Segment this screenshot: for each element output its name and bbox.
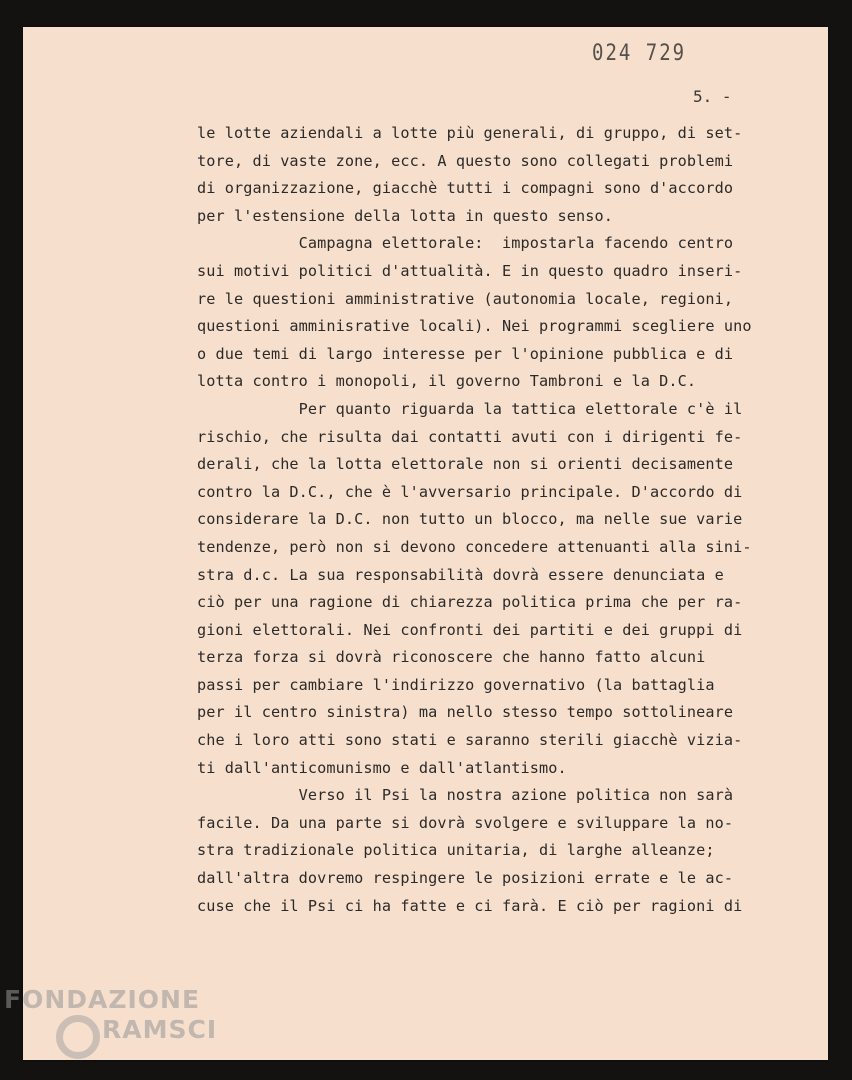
logo-g-icon bbox=[56, 1015, 100, 1059]
logo-text-bottom: RAMSCI bbox=[102, 1015, 218, 1044]
archive-number: 024 729 bbox=[592, 40, 687, 66]
text-line: tore, di vaste zone, ecc. A questo sono collegati problemi bbox=[197, 151, 734, 170]
text-line: considerare la D.C. non tutto un blocco, ma nelle sue varie bbox=[197, 510, 743, 529]
text-line: per l'estensione della lotta in questo senso. bbox=[197, 206, 613, 225]
fondazione-gramsci-logo bbox=[4, 985, 218, 1075]
text-line: Per quanto riguarda la tattica elettorale c'è il bbox=[197, 399, 743, 418]
text-line: Campagna elettorale: impostarla facendo centro bbox=[197, 234, 734, 253]
text-line: facile. Da una parte si dovrà svolgere e sviluppare la no- bbox=[197, 813, 734, 832]
text-line: di organizzazione, giacchè tutti i compagni sono d'accordo bbox=[197, 179, 734, 198]
text-line: per il centro sinistra) ma nello stesso tempo sottolineare bbox=[197, 703, 734, 722]
text-line: lotta contro i monopoli, il governo Tambroni e la D.C. bbox=[197, 372, 697, 391]
page-number: 5. - bbox=[693, 87, 732, 106]
text-line: terza forza si dovrà riconoscere che hanno fatto alcuni bbox=[197, 648, 706, 667]
text-line: tendenze, però non si devono concedere attenuanti alla sini- bbox=[197, 537, 752, 556]
text-line: re le questioni amministrative (autonomia locale, regioni, bbox=[197, 289, 734, 308]
text-line: contro la D.C., che è l'avversario principale. D'accordo di bbox=[197, 482, 743, 501]
text-line: le lotte aziendali a lotte più generali, di gruppo, di set- bbox=[197, 124, 743, 142]
text-line: cuse che il Psi ci ha fatte e ci farà. E ciò per ragioni di bbox=[197, 896, 743, 915]
text-line: rischio, che risulta dai contatti avuti con i dirigenti fe- bbox=[197, 427, 743, 446]
typewritten-text bbox=[197, 120, 787, 920]
text-line: derali, che la lotta elettorale non si orienti decisamente bbox=[197, 455, 734, 474]
text-line: o due temi di largo interesse per l'opinione pubblica e di bbox=[197, 344, 734, 363]
text-line: Verso il Psi la nostra azione politica non sarà bbox=[197, 786, 734, 805]
text-line: stra d.c. La sua responsabilità dovrà essere denunciata e bbox=[197, 565, 724, 584]
text-line: ciò per una ragione di chiarezza politica prima che per ra- bbox=[197, 593, 743, 612]
text-line: dall'altra dovremo respingere le posizioni errate e le ac- bbox=[197, 869, 734, 888]
text-line: gioni elettorali. Nei confronti dei partiti e dei gruppi di bbox=[197, 620, 743, 639]
text-line: questioni amminisrative locali). Nei programmi scegliere uno bbox=[197, 317, 752, 336]
text-line: ti dall'anticomunismo e dall'atlantismo. bbox=[197, 758, 567, 777]
logo-text-top: FONDAZIONE bbox=[4, 985, 201, 1014]
text-line: che i loro atti sono stati e saranno sterili giacchè vizia- bbox=[197, 731, 743, 750]
text-line: passi per cambiare l'indirizzo governativo (la battaglia bbox=[197, 675, 715, 694]
text-line: stra tradizionale politica unitaria, di larghe alleanze; bbox=[197, 841, 715, 860]
text-line: sui motivi politici d'attualità. E in questo quadro inseri- bbox=[197, 261, 743, 280]
